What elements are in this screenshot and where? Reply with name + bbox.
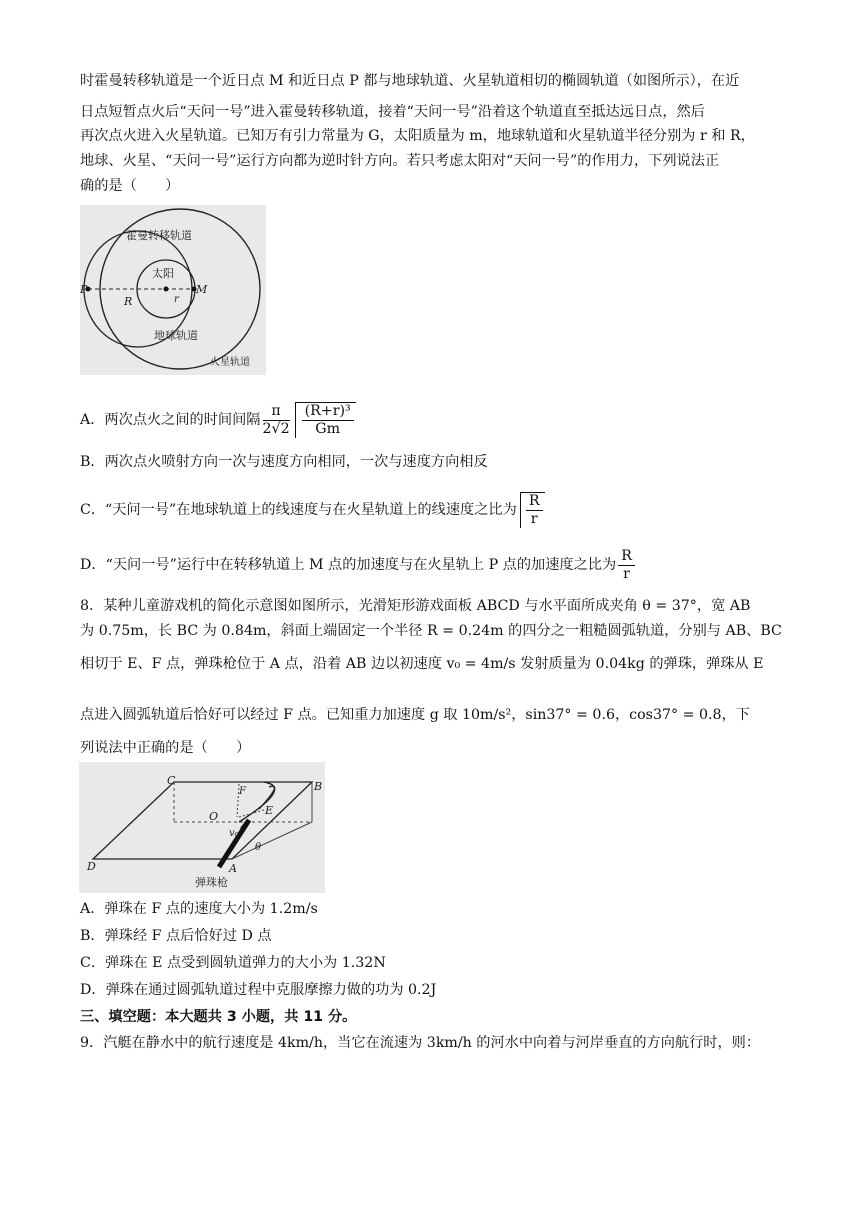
big-r-label: R [124, 295, 133, 308]
p-label: P [80, 283, 88, 296]
q8-text-line-3: 相切于 E、F 点，弹珠枪位于 A 点，沿着 AB 边以初速度 v₀ = 4m/s 发射质量为 0.04kg 的弹珠，弹珠从 E [80, 656, 764, 672]
transfer-orbit-label: 霍曼转移轨道 [126, 229, 192, 242]
q8-text-line-5: 列说法中正确的是（ ） [80, 740, 251, 756]
q7-option-c-text: C．“天问一号”在地球轨道上的线速度与在火星轨道上的线速度之比为 [80, 502, 517, 518]
ratio-denominator: r [530, 511, 538, 527]
q7-option-a-fraction [263, 403, 290, 438]
q8-option-d[interactable]: D．弹珠在通过圆弧轨道过程中克服摩擦力做的功为 0.2J [80, 982, 437, 998]
ratio-numerator: R [618, 548, 635, 566]
q7-option-b[interactable]: B．两次点火喷射方向一次与速度方向相同，一次与速度方向相反 [80, 454, 488, 470]
q8-option-a[interactable]: A．弹珠在 F 点的速度大小为 1.2m/s [80, 901, 318, 917]
mars-orbit-label: 火星轨道 [210, 357, 250, 368]
o-label: O [209, 810, 219, 823]
q7-option-d-text: D．“天问一号”运行中在转移轨道上 M 点的加速度与在火星轨上 P 点的加速度之比为 [80, 557, 617, 573]
orbit-diagram [80, 205, 266, 375]
sun-dot [164, 287, 169, 292]
sun-label: 太阳 [152, 267, 174, 280]
fraction-denominator: 2√2 [262, 420, 290, 437]
q7-option-c[interactable] [80, 490, 545, 530]
e-label: E [265, 804, 274, 817]
q9-text: 9．汽艇在静水中的航行速度是 4km/h，当它在流速为 3km/h 的河水中向着与河岸垂直的方向航行时，则： [80, 1035, 761, 1051]
q7-text-line-2: 日点短暂点火后“天问一号”进入霍曼转移轨道，接着“天问一号”沿着这个轨道直至抵达远日点，然后 [80, 104, 705, 120]
m-label: M [196, 283, 208, 296]
q8-option-b[interactable]: B．弹珠经 F 点后恰好过 D 点 [80, 928, 272, 944]
q8-text-line-2: 为 0.75m，长 BC 为 0.84m，斜面上端固定一个半径 R = 0.24m 的四分之一粗糙圆弧轨道，分别与 AB、BC [80, 623, 782, 639]
section-heading: 三、填空题：本大题共 3 小题，共 11 分。 [80, 1009, 357, 1025]
q7-option-a-text: A．两次点火之间的时间间隔 [80, 412, 261, 428]
q7-option-a[interactable] [80, 400, 356, 440]
d-label: D [87, 860, 96, 873]
q8-text-line-4: 点进入圆弧轨道后恰好可以经过 F 点。已知重力加速度 g 取 10m/s²，sin37° = 0.6，cos37° = 0.8，下 [80, 707, 750, 723]
q7-option-d[interactable] [80, 545, 637, 585]
ratio-numerator: R [526, 493, 543, 511]
b-label: B [314, 780, 323, 793]
radius-line [239, 810, 264, 817]
small-r-label: r [174, 294, 179, 305]
q7-text-line-4: 地球、火星、“天问一号”运行方向都为逆时针方向。若只考虑太阳对“天问一号”的作用力，下列说法正 [80, 153, 720, 169]
ratio-denominator: r [623, 565, 630, 582]
pi-numerator: π [263, 403, 290, 421]
sqrt-expression [295, 402, 356, 438]
theta-label: θ [255, 842, 262, 853]
game-board-diagram [79, 762, 325, 893]
q7-text-line-1: 时霍曼转移轨道是一个近日点 M 和近日点 P 都与地球轨道、火星轨道相切的椭圆轨道（如图所示），在近 [80, 73, 740, 89]
f-label: F [239, 786, 246, 797]
gun-label: 弹珠枪 [195, 876, 228, 889]
game-board-figure [79, 762, 325, 893]
q7-text-line-3: 再次点火进入火星轨道。已知万有引力常量为 G，太阳质量为 m，地球轨道和火星轨道半径分别为 r 和 R， [80, 128, 755, 144]
sqrt-expression [520, 492, 545, 528]
arrow-head [240, 822, 246, 829]
q8-option-c[interactable]: C．弹珠在 E 点受到圆轨道弹力的大小为 1.32N [80, 955, 386, 971]
v0-label: v₀ [229, 828, 239, 839]
a-label: A [229, 862, 237, 875]
board-plane [93, 782, 312, 859]
radicand-numerator: (R+r)³ [302, 403, 354, 421]
q7-text-line-5: 确的是（ ） [80, 178, 180, 194]
radicand-denominator: Gm [315, 421, 341, 437]
q8-text-line-1: 8．某种儿童游戏机的简化示意图如图所示，光滑矩形游戏面板 ABCD 与水平面所成夹角 θ = 37°，宽 AB [80, 598, 751, 614]
earth-orbit-label: 地球轨道 [154, 329, 198, 342]
orbit-figure [80, 205, 266, 375]
c-label: C [167, 774, 176, 787]
